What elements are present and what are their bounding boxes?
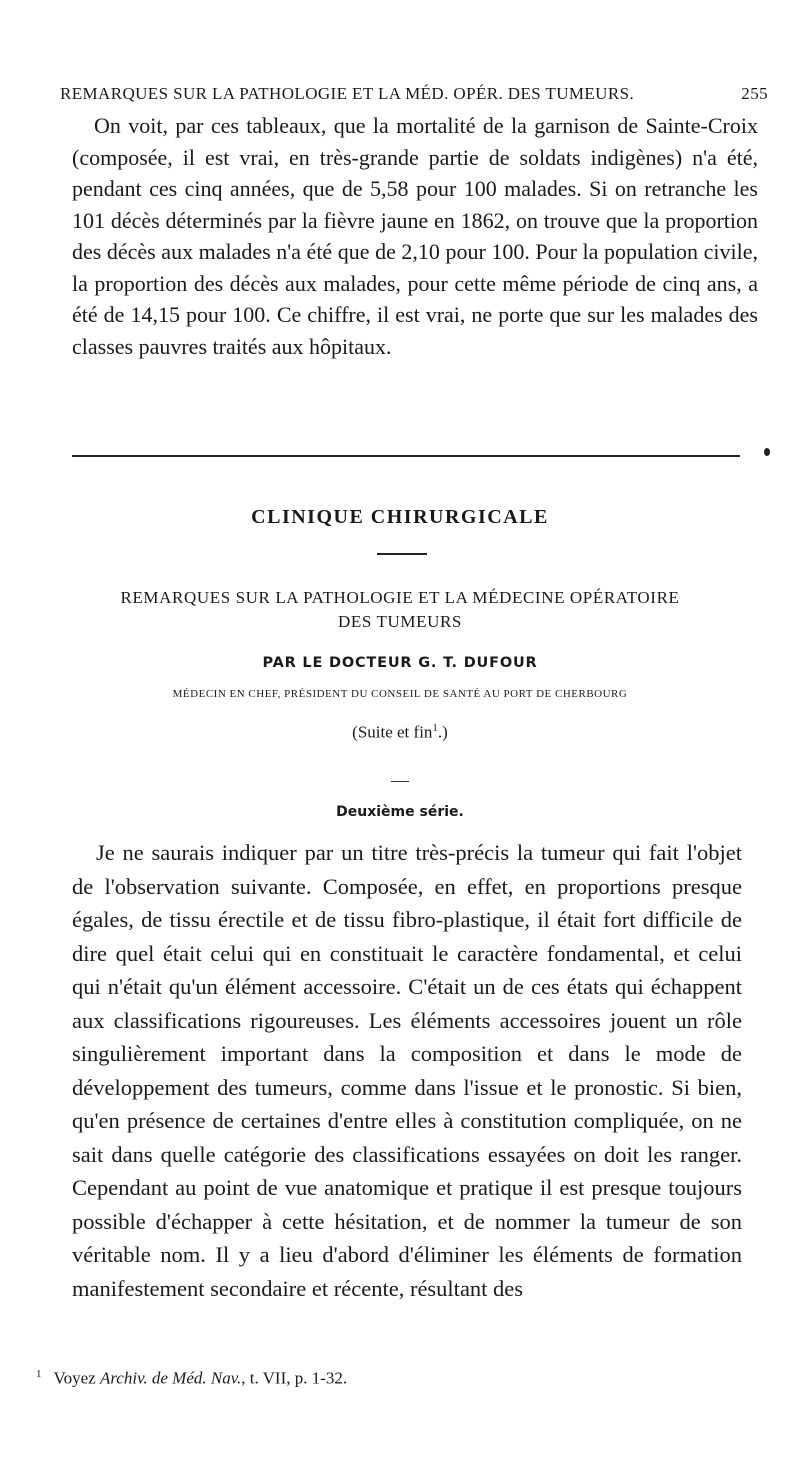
- section-title: CLINIQUE CHIRURGICALE: [251, 506, 549, 528]
- continuation-note: [0, 722, 800, 743]
- footnote-ref-text: , t. VII, p. 1-32.: [241, 1368, 348, 1388]
- author-role: MÉDECIN EN CHEF, PRÉSIDENT DU CONSEIL DE SANTÉ AU PORT DE CHERBOURG: [172, 688, 628, 700]
- footnote-journal: Archiv. de Méd. Nav.: [99, 1368, 242, 1388]
- continuation-close: .): [437, 722, 448, 742]
- running-head-title: REMARQUES SUR LA PATHOLOGIE ET LA MÉD. OPÉR. DES TUMEURS.: [60, 84, 635, 103]
- title-rule: [377, 553, 427, 555]
- body-paragraph-1: On voit, par ces tableaux, que la mortalité de la garnison de Sainte-Croix (composée, il est vrai, en très-grande partie de soldats indigènes) n'a été, pendant ces cinq années, que de 5,58 pour 100 malades. Si on retranche les 101 décès déterminés par la fièvre jaune en 1862, on trouve que la proportion des décès aux malades n'a été que de 2,10 pour 100. Pour la population civile, la proportion des décès aux malades, pour cette même période de cinq ans, a été de 14,15 pour 100. Ce chiffre, il est vrai, ne porte que sur les malades des classes pauvres traités aux hôpitaux.: [72, 113, 758, 359]
- article-title-line-1: REMARQUES SUR LA PATHOLOGIE ET LA MÉDECINE OPÉRATOIRE: [120, 588, 680, 607]
- article-title: [0, 586, 800, 634]
- footnote-prefix: Voyez: [53, 1368, 96, 1388]
- page-number: 255: [741, 84, 768, 103]
- running-head: [60, 84, 768, 104]
- article-title-line-2: DES TUMEURS: [338, 612, 462, 631]
- margin-mark: [764, 448, 770, 456]
- section-divider: [72, 455, 740, 457]
- body-paragraph-2: Je ne saurais indiquer par un titre très-précis la tumeur qui fait l'objet de l'observation suivante. Composée, en effet, en proportions presque égales, de tissu érectile et de tissu fibro-plastique, il était fort difficile de dire quel était celui qui en constituait le caractère fondamental, et celui qui n'était qu'un élément accessoire. C'était un de ces états qui échappent aux classifications rigoureuses. Les éléments accessoires jouent un rôle singulièrement important dans la composition et dans le mode de développement des tumeurs, comme dans l'issue et le pronostic. Si bien, qu'en présence de certaines d'entre elles à constitution compliquée, on ne sait dans quelle catégorie des classifications essayées on doit les ranger. Cependant au point de vue anatomique et pratique il est presque toujours possible d'échapper à cette hésitation, et de nommer la tumeur de son véritable nom. Il y a lieu d'abord d'éliminer les éléments de formation manifestement secondaire et récente, résultant des: [72, 840, 742, 1301]
- continuation-text: (Suite et fin: [352, 722, 433, 742]
- footnote-mark: 1: [36, 1368, 42, 1380]
- footnote-ref: 1: [432, 722, 438, 734]
- series-heading: Deuxième série.: [336, 804, 464, 820]
- separator-dash: —: [391, 770, 409, 790]
- author-byline: PAR LE DOCTEUR G. T. DUFOUR: [262, 655, 538, 671]
- footnote: [36, 1368, 756, 1389]
